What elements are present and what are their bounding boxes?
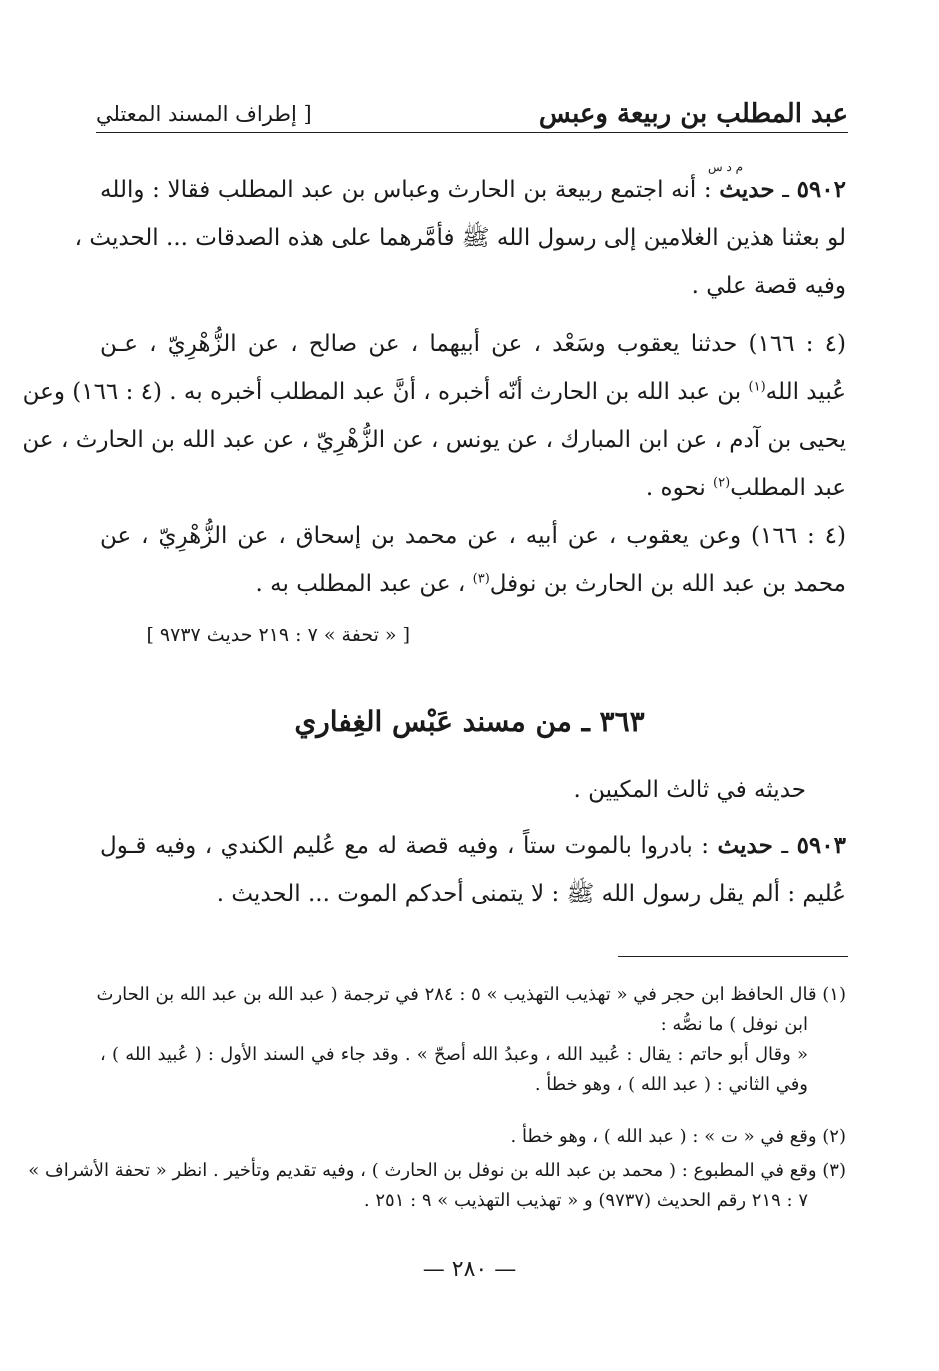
text-line: عُليم : ألم يقل رسول الله ﷺ : لا يتمنى أحدكم الموت ... الحديث . bbox=[216, 881, 846, 907]
text-line: ٥٩٠٣ ـ حديث : بادروا بالموت ستاً ، وفيه قصة له مع عُليم الكندي ، وفيه قـول bbox=[100, 832, 846, 859]
footnote-3 bbox=[28, 1156, 846, 1216]
page-number: — ٢٨٠ — bbox=[422, 1257, 517, 1282]
footnote-line: « وقال أبو حاتم : يقال : عُبيد الله ، وعبدُ الله أصحّ » . وقد جاء في السند الأول : ( عُبيد الله ) ، bbox=[100, 1044, 808, 1065]
tuhfa-reference: [ « تحفة » ٧ : ٢١٩ حديث ٩٧٣٧ ] bbox=[146, 624, 410, 646]
footnote-line: (٢) وقع في « ت » : ( عبد الله ) ، وهو خطأ . bbox=[510, 1126, 846, 1147]
footnote-2 bbox=[100, 1122, 846, 1152]
footnote-marker: (٣) bbox=[472, 571, 490, 587]
isnad-paragraph-2 bbox=[100, 512, 846, 608]
hadith-entry-5903 bbox=[100, 822, 846, 918]
text-line: محمد بن عبد الله بن الحارث بن نوفل$^{(٣)}$ ، عن عبد المطلب به . bbox=[255, 571, 846, 597]
footnote-marker: (٢) bbox=[713, 475, 731, 491]
hadith-number: ٥٩٠٢ bbox=[796, 176, 846, 203]
section-heading: ٣٦٣ ـ من مسند عَبْس الغِفاري bbox=[294, 705, 645, 738]
header-book-title: [ إطراف المسند المعتلي bbox=[96, 102, 312, 126]
text-line: لو بعثنا هذين الغلامين إلى رسول الله ﷺ فأمَّرهما على هذه الصدقات ... الحديث ، bbox=[74, 225, 846, 251]
text-line: يحيى بن آدم ، عن ابن المبارك ، عن يونس ، عن الزُّهْرِيّ ، عن عبد الله بن الحارث ، عن bbox=[22, 427, 846, 453]
text-line: حديثه في ثالث المكيين . bbox=[573, 777, 806, 803]
footnote-line: ٧ : ٢١٩ رقم الحديث (٩٧٣٧) و « تهذيب التهذيب » ٩ : ٢٥١ . bbox=[363, 1190, 808, 1211]
running-header bbox=[96, 96, 848, 133]
hadith-label: حديث bbox=[717, 832, 773, 859]
hadith-sigla: م د س bbox=[708, 160, 744, 174]
text-line: عُبيد الله$^{(١)}$ بن عبد الله بن الحارث أنّه أخبره ، أنَّ عبد المطلب أخبره به . (٤ : ١٦٦) وعن bbox=[22, 379, 846, 405]
text-line: (٤ : ١٦٦) حدثنا يعقوب وسَعْد ، عن أبيهما ، عن صالح ، عن الزُّهْرِيّ ، عـن bbox=[100, 331, 846, 357]
text-line: عبد المطلب$^{(٢)}$ نحوه . bbox=[645, 475, 846, 501]
footnote-marker: (١) bbox=[748, 379, 766, 395]
footnote-line: (١) قال الحافظ ابن حجر في « تهذيب التهذيب » ٥ : ٢٨٤ في ترجمة ( عبد الله بن عبد الله بن الحارث bbox=[96, 984, 846, 1005]
footnote-1 bbox=[96, 980, 846, 1100]
text-line: (٤ : ١٦٦) وعن يعقوب ، عن أبيه ، عن محمد بن إسحاق ، عن الزُّهْرِيّ ، عن bbox=[100, 523, 847, 549]
hadith-number: ٥٩٠٣ bbox=[796, 832, 846, 859]
footnote-line: وفي الثاني : ( عبد الله ) ، وهو خطأ . bbox=[534, 1074, 808, 1095]
text-line: ٥٩٠٢ ـ حديث : أنه اجتمع ربيعة بن الحارث وعباس بن عبد المطلب فقالا : والله bbox=[100, 176, 846, 203]
footnote-separator bbox=[618, 956, 848, 957]
footnote-line: ابن نوفل ) ما نصُّه : bbox=[660, 1014, 808, 1035]
hadith-label: حديث bbox=[719, 176, 775, 203]
section-intro bbox=[100, 766, 846, 814]
text-line: وفيه قصة علي . bbox=[691, 273, 846, 299]
header-chapter-title: عبد المطلب بن ربيعة وعبس bbox=[538, 99, 848, 129]
hadith-entry-5902 bbox=[74, 166, 846, 310]
footnote-line: (٣) وقع في المطبوع : ( محمد بن عبد الله بن نوفل بن الحارث ) ، وفيه تقديم وتأخير . انظر « تحفة الأشراف » bbox=[28, 1160, 846, 1181]
isnad-paragraph-1 bbox=[22, 320, 846, 512]
